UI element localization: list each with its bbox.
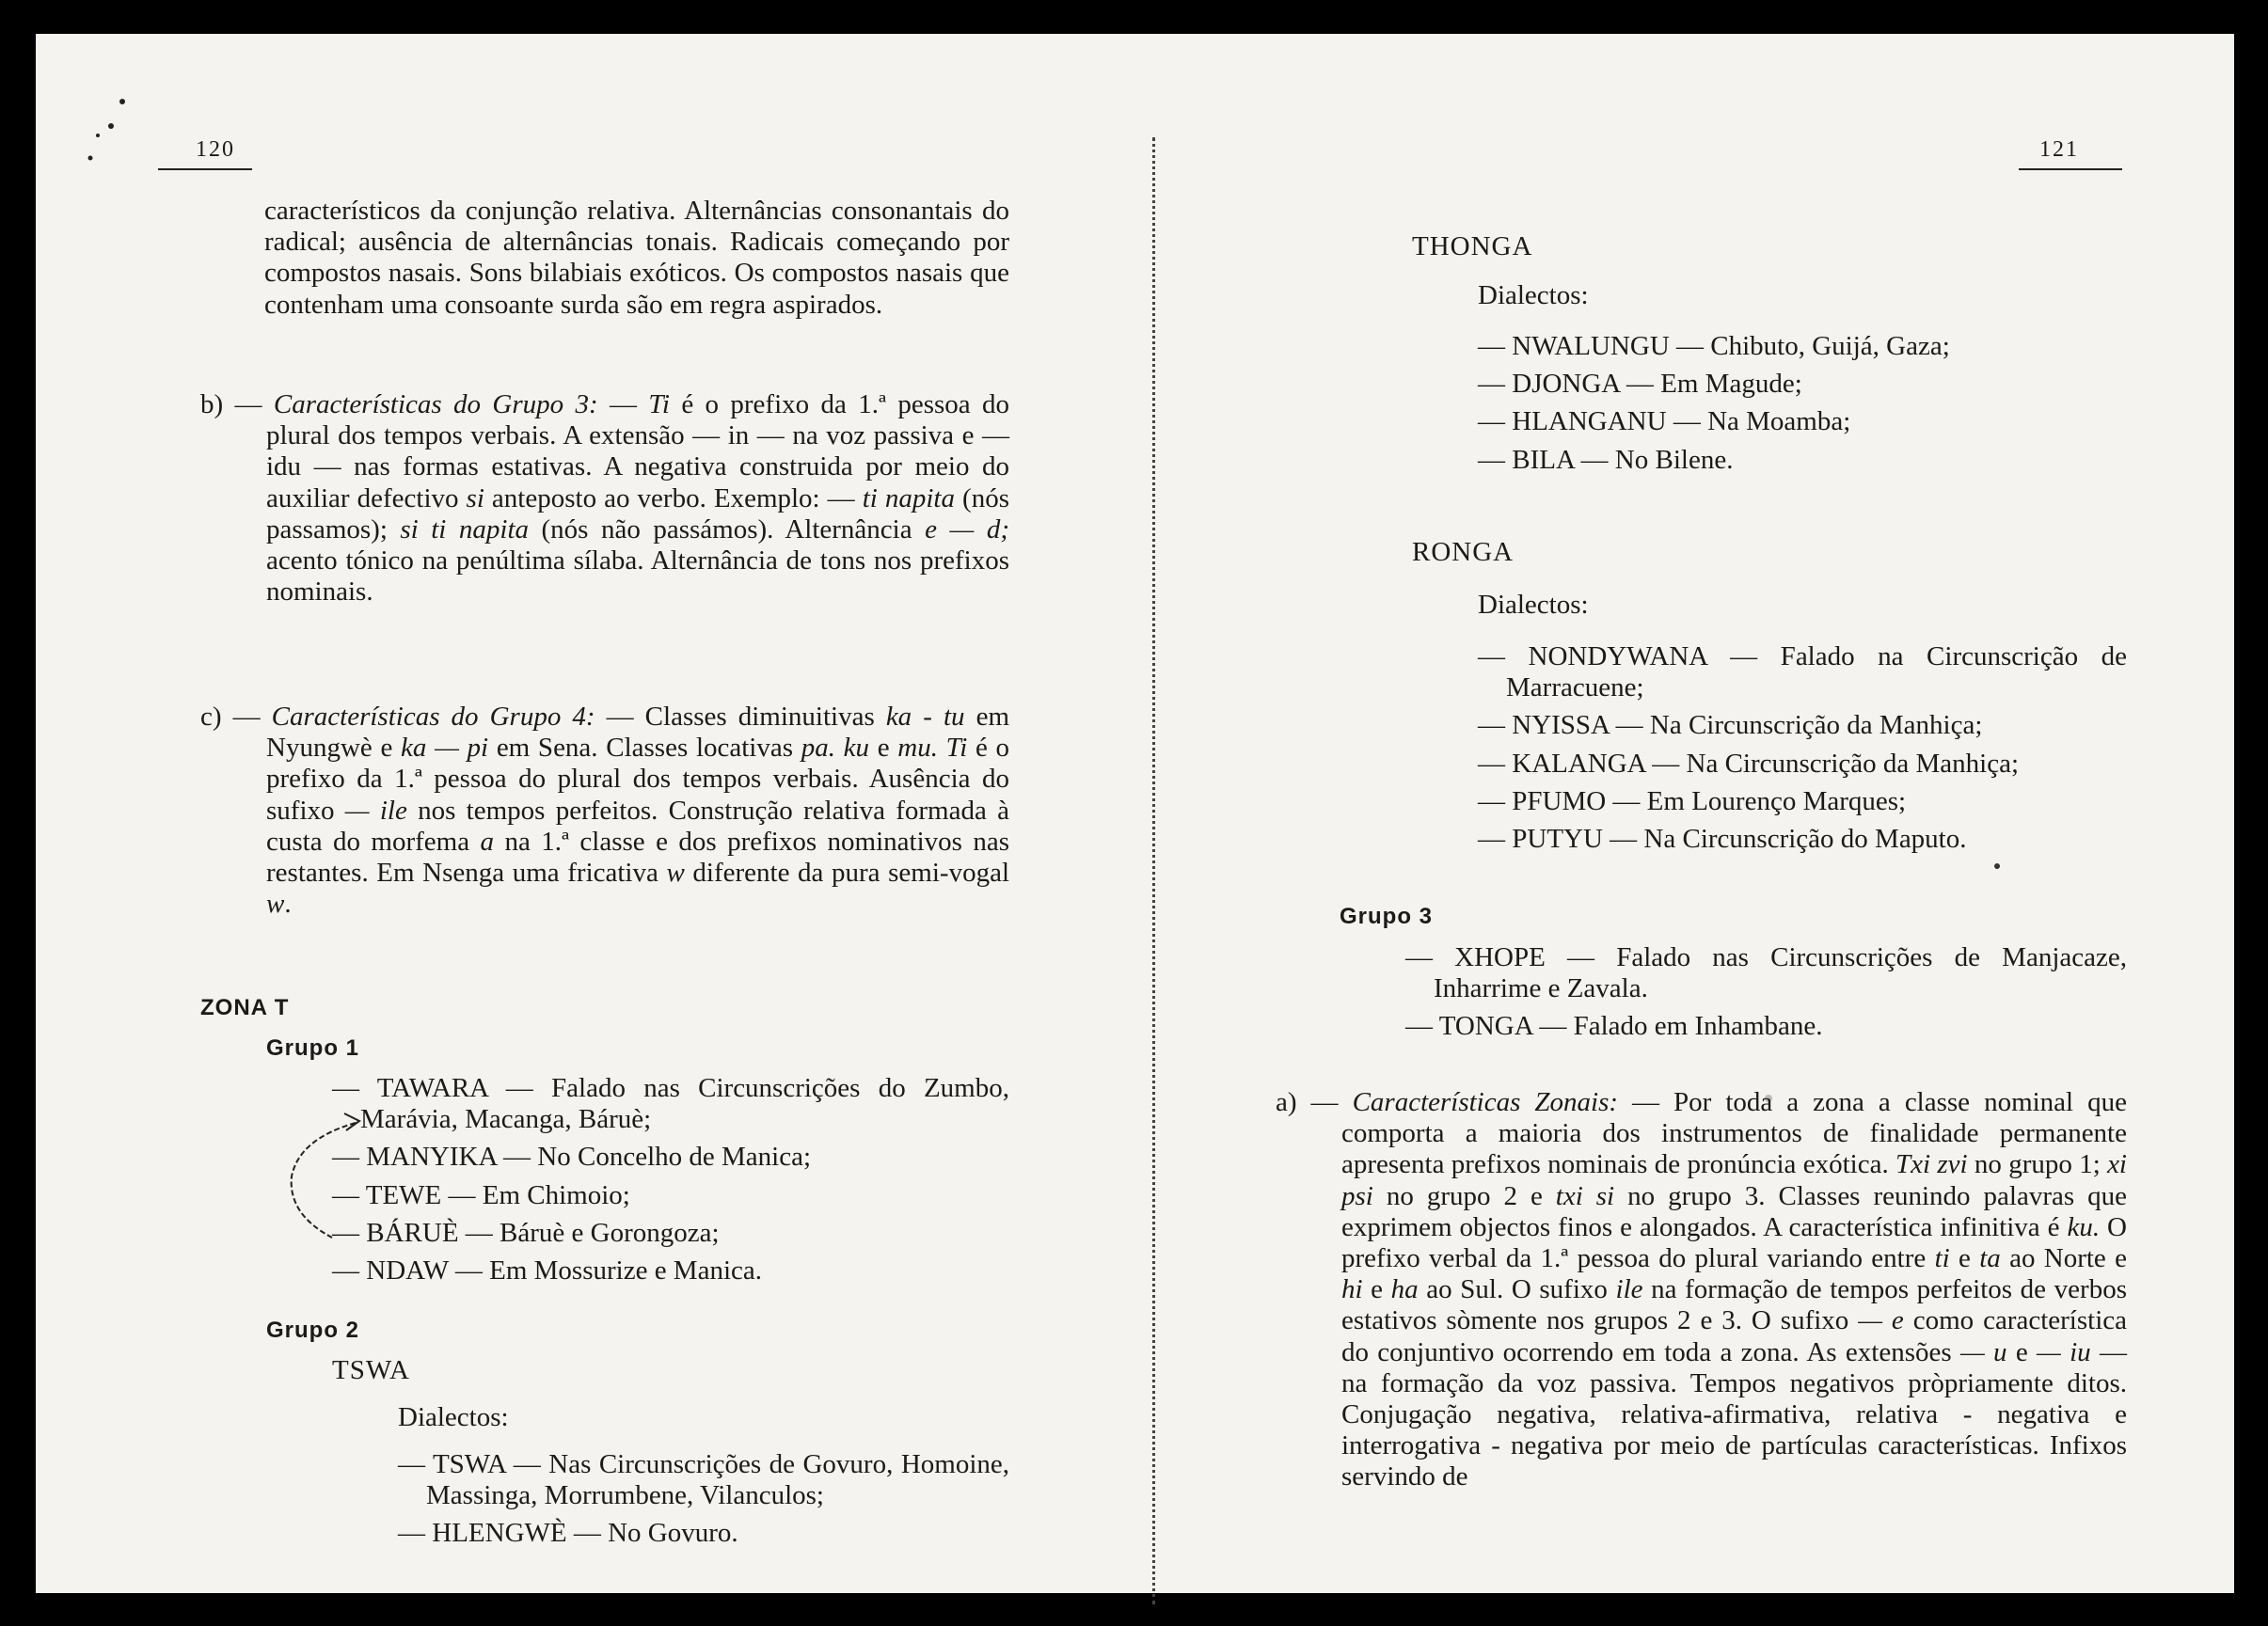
- list-item: — PFUMO — Em Lourenço Marques;: [1478, 785, 1907, 816]
- left-paragraph-b: [200, 389, 1009, 619]
- grupo-3-heading: Grupo 3: [1340, 904, 1434, 929]
- para-a-label: a) —: [1276, 1087, 1339, 1117]
- list-item: — BILA — No Bilene.: [1478, 444, 1734, 475]
- scanned-book-spread: [36, 34, 2234, 1593]
- page-number-rule: [158, 168, 252, 170]
- paragraph-c: c) — Características do Grupo 4: — Classes diminuitivas ka - tu em Nyungwè e ka — pi em Sena. Classes locativas pa. ku e mu. Ti é o prefixo da 1.ª pessoa do plural dos tempos verbais. Ausência do sufixo — ile nos tempos perfeitos. Construção relativa formada à custa do morfema a na 1.ª classe e dos prefixos nominativos nas restantes. Em Nsenga uma fricativa w diferente da pura semi-vogal w.: [200, 702, 1010, 920]
- tswa-dialects-list: [398, 1449, 1009, 1556]
- para-c-title: Características do Grupo 4:: [271, 702, 595, 732]
- paragraph-intro: característicos da conjunção relativa. Alternâncias consonantais do radical; ausência de alternâncias tonais. Radicais começando por compostos nasais. Sons bilabiais exóticos. Os compostos nasais que contenham uma consoante surda são em regra aspirados.: [264, 196, 1009, 320]
- list-item: — HLANGANU — Na Moamba;: [1478, 406, 1851, 437]
- list-item: — DJONGA — Em Magude;: [1478, 369, 1802, 400]
- page-number-rule: [2019, 168, 2122, 170]
- list-item: — MANYIKA — No Concelho de Manica;: [332, 1142, 812, 1173]
- page-gutter: [1152, 137, 1155, 1604]
- ronga-heading: RONGA: [1412, 537, 1515, 567]
- grupo-2-heading: Grupo 2: [266, 1318, 360, 1343]
- list-item: — NYISSA — Na Circunscrição da Manhiça;: [1478, 710, 1983, 741]
- left-paragraph-c: [200, 702, 1009, 931]
- right-paragraph-a: [1276, 1087, 2127, 1505]
- ronga-dialects-list: [1478, 641, 2127, 861]
- para-a-title: Características Zonais:: [1352, 1087, 1619, 1117]
- list-item: — TEWE — Em Chimoio;: [332, 1179, 630, 1210]
- list-item: — TONGA — Falado em Inhambane.: [1405, 1011, 1823, 1042]
- list-item: — PUTYU — Na Circunscrição do Maputo.: [1478, 824, 1967, 855]
- page-number-text: 120: [196, 137, 235, 162]
- dialectos-label: Dialectos:: [398, 1402, 509, 1432]
- right-page-number: [2019, 137, 2122, 170]
- para-b-title: Características do Grupo 3:: [273, 389, 598, 419]
- list-item: — NDAW — Em Mossurize e Manica.: [332, 1255, 763, 1287]
- list-item: — BÁRUÈ — Báruè e Gorongoza;: [332, 1217, 720, 1248]
- left-intro-paragraph: [264, 196, 1009, 332]
- thonga-heading: THONGA: [1412, 231, 1533, 261]
- list-item: — NONDYWANA — Falado na Circunscrição de Marracuene;: [1478, 641, 2127, 703]
- dialectos-label: Dialectos:: [1478, 280, 1589, 310]
- left-page-number: [158, 137, 252, 170]
- thonga-dialects-list: [1478, 331, 2127, 482]
- list-item: — HLENGWÈ — No Govuro.: [398, 1518, 738, 1549]
- tswa-heading: TSWA: [332, 1355, 410, 1385]
- grupo-1-list: [332, 1073, 1009, 1293]
- list-item: — NWALUNGU — Chibuto, Guijá, Gaza;: [1478, 331, 1950, 361]
- list-item: — XHOPE — Falado nas Circunscrições de Manjacaze, Inharrime e Zavala.: [1405, 942, 2127, 1004]
- para-c-label: c) —: [200, 702, 261, 732]
- list-item: — TSWA — Nas Circunscrições de Govuro, Homoine, Massinga, Morrumbene, Vilanculos;: [398, 1449, 1009, 1511]
- list-item: — TAWARA — Falado nas Circunscrições do Zumbo, Marávia, Macanga, Báruè;: [332, 1073, 1009, 1135]
- page-number-text: 121: [2039, 137, 2079, 162]
- grupo-1-heading: Grupo 1: [266, 1035, 360, 1061]
- hand-drawn-arrow-icon: [280, 1106, 365, 1247]
- grupo-3-list: [1405, 942, 2127, 1050]
- zona-t-heading: ZONA T: [200, 995, 290, 1020]
- paragraph-b: b) — Características do Grupo 3: — Ti é o prefixo da 1.ª pessoa do plural dos tempos verbais. A extensão — in — na voz passiva e — idu — nas formas estativas. A negativa construida por meio do auxiliar defectivo si anteposto ao verbo. Exemplo: — ti napita (nós passamos); si ti napita (nós não passámos). Alternância e — d; acento tónico na penúltima sílaba. Alternância de tons nos prefixos nominais.: [200, 389, 1009, 608]
- dialectos-label: Dialectos:: [1478, 590, 1589, 620]
- paragraph-a: a) — Características Zonais: — Por toda a zona a classe nominal que comporta a maioria dos instrumentos de finalidade permanente apresenta prefixos nominais de pronúncia exótica. Txi zvi no grupo 1; xi psi no grupo 2 e txi si no grupo 3. Classes reunindo palavras que exprimem objectos finos e alongados. A característica infinitiva é ku. O prefixo verbal da 1.ª pessoa do plural variando entre ti e ta ao Norte e hi e ha ao Sul. O sufixo ile na formação de tempos perfeitos de verbos estativos sòmente nos grupos 2 e 3. O sufixo — e como característica do conjuntivo ocorrendo em toda a zona. As extensões — u e — iu — na formação da voz passiva. Tempos negativos pròpriamente ditos. Conjugação negativa, relativa-afirmativa, relativa - negativa e interrogativa - negativa por meio de partículas características. Infixos servindo de: [1276, 1087, 2128, 1492]
- para-b-label: b) —: [200, 389, 262, 419]
- list-item: — KALANGA — Na Circunscrição da Manhiça;: [1478, 748, 2020, 779]
